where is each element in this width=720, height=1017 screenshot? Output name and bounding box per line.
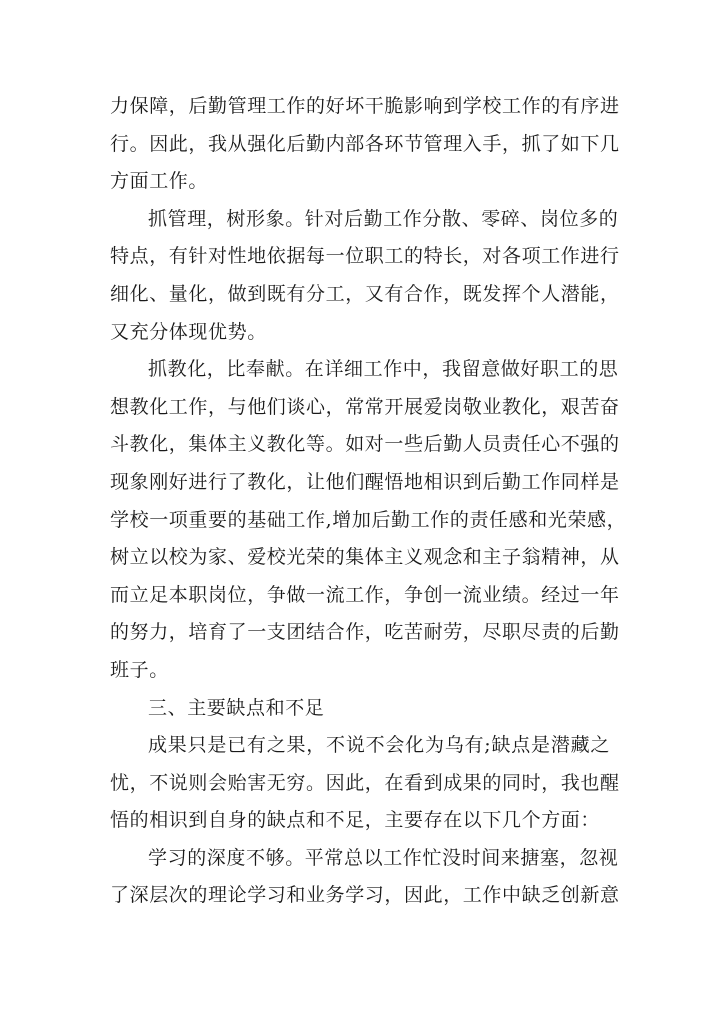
paragraph bbox=[110, 727, 620, 840]
paragraph bbox=[110, 201, 620, 351]
text-line: 悟的相识到自身的缺点和不足，主要存在以下几个方面： bbox=[110, 809, 601, 832]
document-body bbox=[110, 88, 627, 915]
paragraph bbox=[110, 351, 627, 689]
text-line: 树立以校为家、爱校光荣的集体主义观念和主子翁精神，从 bbox=[110, 546, 620, 569]
text-line: 学习的深度不够。平常总以工作忙没时间来搪塞，忽视 bbox=[148, 846, 619, 869]
text-line: 三、主要缺点和不足 bbox=[148, 696, 325, 719]
section-heading bbox=[110, 690, 610, 728]
text-line: 又充分体现优势。 bbox=[110, 320, 267, 343]
text-line: 的努力，培育了一支团结合作，吃苦耐劳，尽职尽责的后勤 bbox=[110, 621, 620, 644]
text-line: 成果只是已有之果，不说不会化为乌有;缺点是潜藏之 bbox=[148, 734, 610, 757]
text-line: 抓管理，树形象。针对后勤工作分散、零碎、岗位多的 bbox=[148, 207, 619, 230]
text-line: 学校一项重要的基础工作,增加后勤工作的责任感和光荣感， bbox=[110, 508, 627, 531]
text-line: 想教化工作，与他们谈心，常常开展爱岗敬业教化，艰苦奋 bbox=[110, 395, 620, 418]
text-line: 抓教化，比奉献。在详细工作中，我留意做好职工的思 bbox=[148, 358, 619, 381]
text-line: 班子。 bbox=[110, 658, 169, 681]
text-line: 力保障，后勤管理工作的好坏干脆影响到学校工作的有序进 bbox=[110, 95, 620, 117]
text-line: 了深层次的理论学习和业务学习，因此，工作中缺乏创新意 bbox=[110, 884, 620, 907]
paragraph bbox=[110, 840, 620, 915]
text-line: 细化、量化，做到既有分工，又有合作，既发挥个人潜能， bbox=[110, 282, 620, 305]
text-line: 而立足本职岗位，争做一流工作，争创一流业绩。经过一年 bbox=[110, 583, 620, 606]
text-line: 方面工作。 bbox=[110, 170, 209, 193]
text-line: 忧，不说则会贻害无穷。因此，在看到成果的同时，我也醒 bbox=[110, 771, 620, 794]
paragraph bbox=[110, 88, 620, 201]
text-line: 斗教化，集体主义教化等。如对一些后勤人员责任心不强的 bbox=[110, 433, 620, 456]
text-line: 行。因此，我从强化后勤内部各环节管理入手，抓了如下几 bbox=[110, 132, 620, 155]
text-line: 特点，有针对性地依据每一位职工的特长，对各项工作进行 bbox=[110, 245, 620, 268]
text-line: 现象刚好进行了教化，让他们醒悟地相识到后勤工作同样是 bbox=[110, 470, 620, 493]
